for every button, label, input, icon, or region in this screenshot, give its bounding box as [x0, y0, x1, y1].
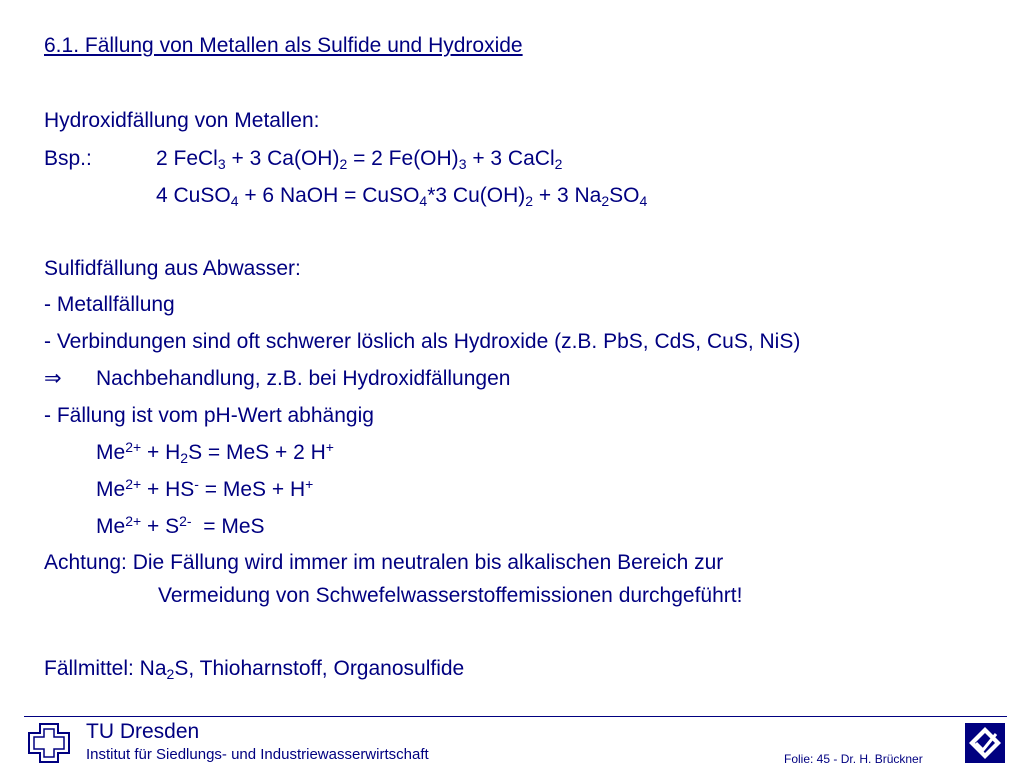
reaction-hs: $Me^{2+} + HS^-$ = MeS + H+ — [96, 476, 314, 501]
reaction-s: $Me^{2+} + S^{2-}$ = MeS — [96, 513, 265, 538]
equation-copper-sulfate: 4 CuSO$_4$ + 6 NaOH = CuSO$_4$*3 $Cu(OH)_2 + 3$ $Na_2SO_4$ — [156, 184, 648, 209]
warning-line-2: Vermeidung von Schwefelwasserstoffemissionen durchgeführt! — [158, 584, 743, 607]
footer-institute: Institut für Siedlungs- und Industriewasserwirtschaft — [86, 746, 429, 763]
bullet-ph-dependence: - Fällung ist vom pH-Wert abhängig — [44, 404, 374, 427]
footer-divider — [24, 716, 1007, 717]
bullet-solubility: - Verbindungen sind oft schwerer löslich als Hydroxide (z.B. PbS, CdS, CuS, NiS) — [44, 330, 801, 353]
institute-logo-icon — [964, 722, 1006, 769]
footer-university: TU Dresden — [86, 720, 200, 743]
reaction-h2s: $Me^{2+} + H_2S$ = MeS + 2 H+ — [96, 439, 334, 466]
hydroxide-heading: Hydroxidfällung von Metallen: — [44, 109, 320, 132]
implies-arrow-icon: ⇒ — [44, 367, 62, 390]
example-label: Bsp.: — [44, 147, 92, 170]
footer-slide-info: Folie: 45 - Dr. H. Brückner — [784, 752, 923, 766]
bullet-metal-precipitation: - Metallfällung — [44, 293, 175, 316]
equation-iron-chloride: 2 FeCl$_3$ + 3 $Ca(OH)_2 = 2$ $Fe(OH)_3 + 3$ CaCl$_2$ — [156, 147, 563, 172]
sulfide-heading: Sulfidfällung aus Abwasser: — [44, 257, 301, 280]
tu-dresden-logo-icon — [26, 721, 72, 770]
warning-line-1: Achtung: Die Fällung wird immer im neutralen bis alkalischen Bereich zur — [44, 551, 724, 574]
bullet-post-treatment: Nachbehandlung, z.B. bei Hydroxidfällungen — [96, 367, 511, 390]
slide-title: 6.1. Fällung von Metallen als Sulfide und Hydroxide — [44, 34, 523, 57]
precipitants: Fällmittel: $Na_2S$, Thioharnstoff, Organosulfide — [44, 657, 465, 682]
